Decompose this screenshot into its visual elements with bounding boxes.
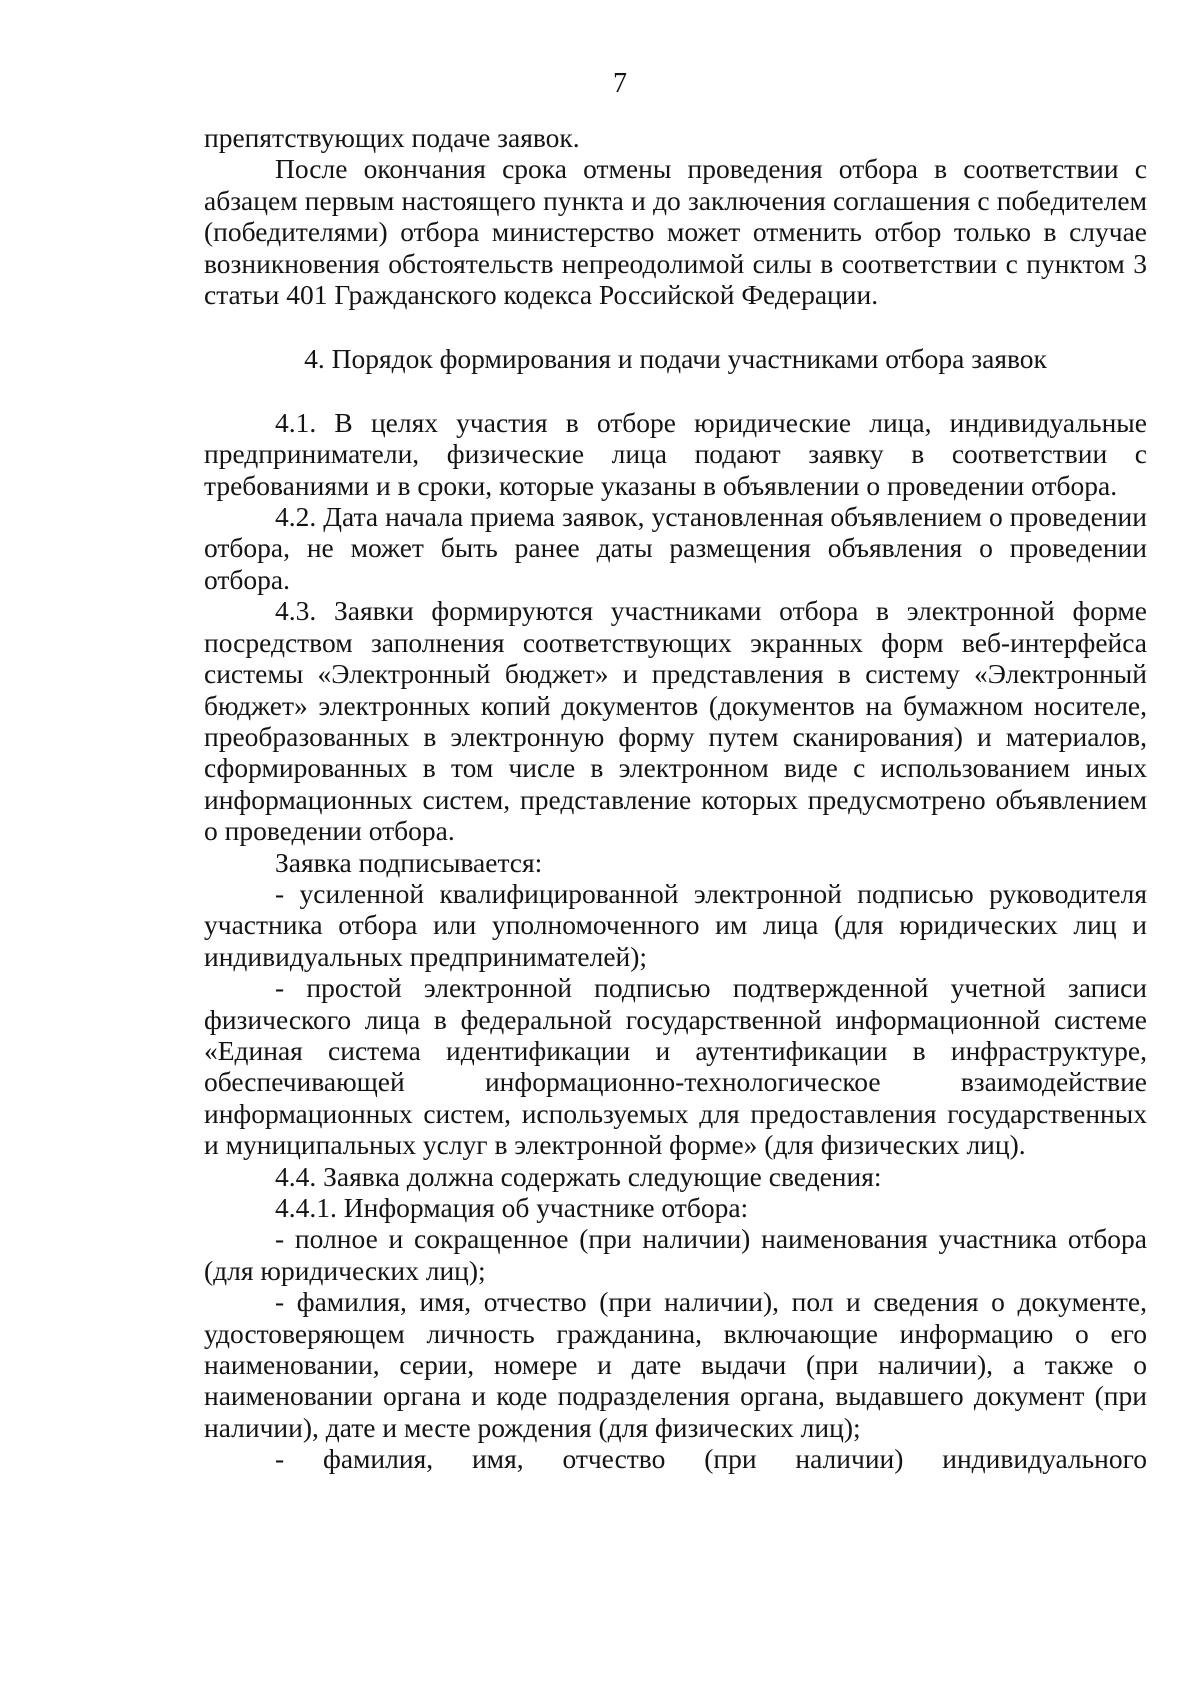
document-body <box>204 122 1147 1475</box>
section-heading: 4. Порядок формирования и подачи участниками отбора заявок <box>304 343 1047 375</box>
paragraph-continuation: препятствующих подаче заявок. <box>204 122 580 153</box>
paragraph-4-3: 4.3. Заявки формируются участниками отбора в электронной форме посредством заполнения соответствующих экранных форм веб-интерфейса системы «Электронный бюджет» и представления в систему «Электронный бюджет» электронных копий документов (документов на бумажном носителе, преобразованных в электронную форму путем сканирования) и материалов, сформированных в том числе в электронном виде с использованием иных информационных систем, представление которых предусмотрено объявлением о проведении отбора. <box>204 595 1147 847</box>
list-item-full-name-legal: - полное и сокращенное (при наличии) наименования участника отбора (для юридических лиц); <box>204 1223 1147 1286</box>
list-item-entrepreneur-name: - фамилия, имя, отчество (при наличии) индивидуального <box>275 1443 1147 1475</box>
list-item-qualified-signature: - усиленной квалифицированной электронной подписью руководителя участника отбора или уполномоченного им лица (для юридических лиц и индивидуальных предпринимателей); <box>204 877 1147 972</box>
list-item-simple-signature: - простой электронной подписью подтвержденной учетной записи физического лица в федеральной государственной информационной системе «Единая система идентификации и аутентификации в инфраструктуре, обеспечивающей информационно-технологическое взаимодействие информационных систем, используемых для предоставления государственных и муниципальных услуг в электронной форме» (для физических лиц). <box>204 972 1147 1161</box>
paragraph-4-4: 4.4. Заявка должна содержать следующие сведения: <box>275 1160 882 1192</box>
list-item-individual-details: - фамилия, имя, отчество (при наличии), пол и сведения о документе, удостоверяющем личность гражданина, включающие информацию о его наименовании, серии, номере и дате выдачи (при наличии), а также о наименовании органа и коде подразделения органа, выдавшего документ (при наличии), дате и месте рождения (для физических лиц); <box>204 1286 1147 1443</box>
paragraph-4-4-1: 4.4.1. Информация об участнике отбора: <box>275 1192 749 1223</box>
paragraph-4-1: 4.1. В целях участия в отборе юридические лица, индивидуальные предприниматели, физические лица подают заявку в соответствии с требованиями и в сроки, которые указаны в объявлении о проведении отбора. <box>204 406 1147 501</box>
paragraph-signed-by: Заявка подписывается: <box>275 846 543 878</box>
paragraph-4-2: 4.2. Дата начала приема заявок, установленная объявлением о проведении отбора, не может быть ранее даты размещения объявления о проведении отбора. <box>204 501 1147 595</box>
page-number: 7 <box>613 68 627 99</box>
paragraph-cancellation: После окончания срока отмены проведения отбора в соответствии с абзацем первым настоящего пункта и до заключения соглашения с победителем (победителями) отбора министерство может отменить отбор только в случае возникновения обстоятельств непреодолимой силы в соответствии с пунктом 3 статьи 401 Гражданского кодекса Российской Федерации. <box>204 153 1147 311</box>
